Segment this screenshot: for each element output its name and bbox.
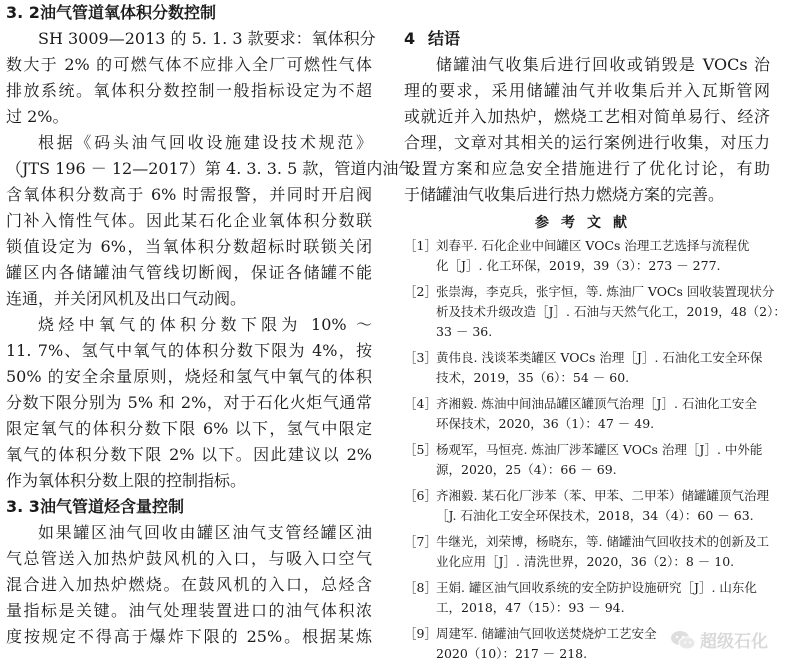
- reference-line: 2020（10）：217 － 218.: [436, 646, 588, 661]
- paragraph-line: 作为氧体积分数上限的控制指标。: [6, 471, 247, 490]
- paragraph-line: 氧气的体积分数下限 2% 以下。因此建议以 2%: [6, 445, 372, 464]
- reference-line: 黄伟良. 浅谈苯类罐区 VOCs 治理［J］. 石油化工安全环保: [436, 350, 763, 365]
- reference-line: 王娟. 罐区油气回收系统的安全防护设施研究［J］. 山东化: [436, 580, 757, 595]
- reference-item: [404, 348, 770, 388]
- reference-item: [404, 282, 786, 342]
- reference-line: 张崇海，李克兵，张宇恒，等. 炼油厂 VOCs 回收装置现状分: [436, 284, 775, 299]
- paragraph-line: 排放系统。氧体积分数控制一般指标设定为不超: [6, 81, 372, 100]
- paragraph-line: 量指标是关键。油气处理装置进口的油气体积浓: [6, 601, 372, 620]
- reference-line: 工，2018，47（15）：93 － 94.: [436, 600, 625, 615]
- paragraph-line: 过 2%。: [6, 107, 69, 126]
- paragraph-line: 罐区内各储罐油气管线切断阀，保证各储罐不能: [6, 263, 372, 282]
- reference-line: 齐湘毅. 炼油中间油品罐区罐顶气治理［J］. 石油化工安全: [436, 396, 757, 411]
- paragraph-line: 储罐油气收集后进行回收或销毁是 VOCs 治: [436, 55, 770, 74]
- reference-list: [404, 236, 786, 664]
- paragraph-line: 合理，文章对其相关的运行案例进行收集，对压力: [404, 133, 770, 152]
- reference-number: ［3］: [404, 350, 437, 365]
- reference-line: 化［J］. 化工环保，2019，39（3）：273 － 277.: [436, 258, 721, 273]
- reference-line: ［J. 石油化工安全环保技术，2018，34（4）：60 － 63.: [436, 508, 754, 523]
- paragraph-line: 11. 7%、氢气中氧气的体积分数下限为 4%，按: [6, 341, 372, 360]
- reference-line: 齐湘毅. 某石化厂涉苯（苯、甲苯、二甲苯）储罐罐顶气治理: [436, 488, 769, 503]
- reference-item: [404, 394, 770, 434]
- paragraph-line: 烧烃中氧气的体积分数下限为 10% ～: [38, 315, 372, 334]
- section-number: 3. 3: [6, 497, 40, 516]
- paragraph-line: 设置方案和应急安全措施进行了优化讨论，有助: [404, 159, 770, 178]
- reference-number: ［5］: [404, 442, 437, 457]
- reference-line: 源，2020，25（4）：66 － 69.: [436, 462, 617, 477]
- reference-line: 牛继光，刘荣博，杨晓东，等. 储罐油气回收技术的创新及工: [436, 534, 769, 549]
- reference-item: [404, 236, 770, 276]
- reference-number: ［4］: [404, 396, 437, 411]
- paragraph-line: 门补入惰性气体。因此某石化企业氧体积分数联: [6, 211, 372, 230]
- paragraph-line: 或就近并入加热炉，燃烧工艺相对简单易行、经济: [404, 107, 770, 126]
- reference-number: ［9］: [404, 626, 437, 641]
- paragraph-line: （JTS 196 － 12—2017）第 4. 3. 3. 5 款，管道内油气: [6, 159, 415, 178]
- reference-item: [404, 486, 770, 526]
- paragraph-line: 限定氧气的体积分数下限 6% 以下，氢气中限定: [6, 419, 372, 438]
- section-number: 4: [404, 29, 416, 48]
- wechat-icon: [670, 630, 696, 650]
- reference-line: 环保技术，2020，36（1）：47 － 49.: [436, 416, 655, 431]
- reference-line: 周建军. 储罐油气回收送焚烧炉工艺安全: [436, 626, 657, 641]
- paragraph-line: 于储罐油气收集后进行热力燃烧方案的完善。: [404, 185, 725, 204]
- section-title: 油气管道烃含量控制: [40, 497, 185, 516]
- reference-number: ［7］: [404, 534, 437, 549]
- paragraph-line: 混合进入加热炉燃烧。在鼓风机的入口，总烃含: [6, 575, 372, 594]
- watermark-text: 超级石化: [700, 632, 768, 652]
- reference-number: ［6］: [404, 488, 437, 503]
- paragraph-line: 数大于 2% 的可燃气体不应排入全厂可燃性气体: [6, 55, 372, 74]
- reference-line: 刘春平. 石化企业中间罐区 VOCs 治理工艺选择与流程优: [436, 238, 750, 253]
- watermark: [670, 627, 768, 652]
- reference-line: 杨观军，马恒亮. 炼油厂涉苯罐区 VOCs 治理［J］. 中外能: [436, 442, 763, 457]
- paragraph-line: 连通，并关闭风机及出口气动阀。: [6, 289, 247, 308]
- reference-line: 业化应用［J］. 清洗世界，2020，36（2）：8 － 10.: [436, 554, 735, 569]
- reference-item: [404, 440, 770, 480]
- section-heading-4: [404, 26, 770, 52]
- paragraph-line: 50% 的安全余量原则，烧烃和氢气中氧气的体积: [6, 367, 372, 386]
- paragraph-line: 气总管送入加热炉鼓风机的入口，与吸入口空气: [6, 549, 372, 568]
- section-heading-3-2: [6, 0, 372, 26]
- paragraph-line: 度按规定不得高于爆炸下限的 25%。根据某炼: [6, 627, 372, 646]
- reference-number: ［1］: [404, 238, 437, 253]
- paragraph-line: 理的要求，采用储罐油气并收集后并入瓦斯管网: [404, 81, 770, 100]
- right-column: [404, 0, 786, 670]
- reference-line: 33 － 36.: [436, 324, 493, 339]
- section-title: 油气管道氧体积分数控制: [40, 3, 217, 22]
- section-title: 结语: [428, 29, 461, 48]
- reference-item: [404, 578, 770, 618]
- reference-line: 技术，2019，35（6）：54 － 60.: [436, 370, 630, 385]
- reference-item: [404, 532, 770, 572]
- reference-line: 析及技术升级改造［J］. 石油与天然气化工，2019，48（2）：: [436, 304, 786, 319]
- paragraph-line: 锁值设定为 6%，当氧体积分数超标时联锁关闭: [6, 237, 372, 256]
- reference-number: ［2］: [404, 284, 437, 299]
- references-title: 参考文献: [535, 215, 639, 231]
- paragraph-line: 分数下限分别为 5% 和 2%，对于石化火炬气通常: [6, 393, 372, 412]
- paragraph-line: SH 3009—2013 的 5. 1. 3 款要求：氧体积分: [38, 29, 376, 48]
- left-column: [6, 0, 415, 650]
- section-heading-3-3: [6, 494, 372, 520]
- section-number: 3. 2: [6, 3, 40, 22]
- paragraph-line: 如果罐区油气回收由罐区油气支管经罐区油: [38, 523, 372, 542]
- reference-number: ［8］: [404, 580, 437, 595]
- paragraph-line: 根据《码头油气回收设施建设技术规范》: [38, 133, 372, 152]
- paragraph-line: 含氧体积分数高于 6% 时需报警，并同时开启阀: [6, 185, 372, 204]
